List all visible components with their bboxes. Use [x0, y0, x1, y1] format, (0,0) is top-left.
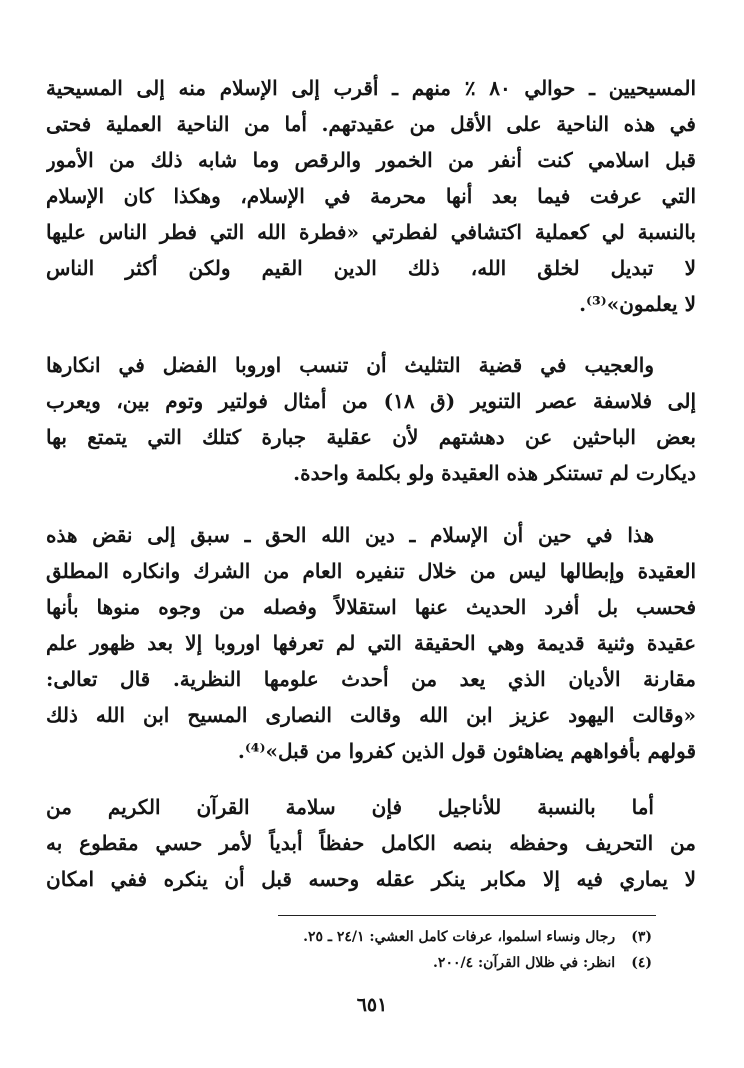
text-line: لا تبديل لخلق الله، ذلك الدين القيم ولكن أكثر الناس: [46, 256, 696, 280]
text-line: قولهم بأفواههم يضاهئون قول الذين كفروا من قبل»⁽⁴⁾.: [237, 739, 696, 763]
paragraph-1: [46, 70, 696, 322]
text-line: التي عرفت فيما بعد أنها محرمة في الإسلام، وهكذا كان الإسلام: [46, 184, 696, 208]
text-line: بالنسبة لي كعملية اكتشافي لفطرتي «فطرة الله التي فطر الناس عليها: [46, 220, 696, 244]
text-line: «وقالت اليهود عزيز ابن الله وقالت النصارى المسيح ابن الله ذلك: [46, 703, 696, 727]
text-line: ديكارت لم تستنكر هذه العقيدة ولو بكلمة واحدة.: [293, 461, 696, 485]
paragraph-4: [46, 789, 696, 897]
footnote-divider: [278, 915, 656, 916]
paragraph-2: [46, 347, 696, 491]
text-line: في هذه الناحية على الأقل من عقيدتهم. أما من الناحية العملية فحتى: [46, 112, 696, 136]
text-line: عقيدة وثنية قديمة وهي الحقيقة التي لم تعرفها اوروبا إلا بعد ظهور علم: [46, 631, 696, 655]
text-line: مقارنة الأديان الذي يعد من أحدث علومها النظرية. قال تعالى:: [46, 667, 696, 691]
footnote-text: انظر: في ظلال القرآن: ٢٠٠/٤.: [433, 955, 616, 971]
text-line: العقيدة وإبطالها ليس من خلال تنفيره العام من الشرك وانكاره المطلق: [46, 559, 696, 583]
text-line: من التحريف وحفظه بنصه الكامل حفظاً أبدياً لأمر حسي مقطوع به: [46, 831, 696, 855]
paragraph-3: [46, 517, 696, 769]
text-line: أما بالنسبة للأناجيل فإن سلامة القرآن الكريم من: [46, 795, 654, 819]
text-line: هذا في حين أن الإسلام ـ دين الله الحق ـ سبق إلى نقض هذه: [46, 523, 654, 547]
footnote-number: (٣): [631, 929, 652, 945]
footnote-text: رجال ونساء اسلموا، عرفات كامل العشي: ٢٤/١ ـ ٢٥.: [303, 929, 616, 945]
text-line: فحسب بل أفرد الحديث عنها استقلالاً وفصله من وجوه منوها بأنها: [46, 595, 696, 619]
footnote-3: [112, 924, 652, 950]
footnote-4: [112, 950, 652, 976]
footnotes: [112, 924, 652, 976]
text-line: لا يعلمون»⁽³⁾.: [579, 292, 696, 316]
text-line: لا يماري فيه إلا مكابر ينكر عقله وحسه قبل أن ينكره ففي امكان: [46, 867, 696, 891]
text-line: المسيحيين ـ حوالي ٨٠ ٪ منهم ـ أقرب إلى الإسلام منه إلى المسيحية: [46, 76, 696, 100]
text-line: إلى فلاسفة عصر التنوير (ق ١٨) من أمثال فولتير وتوم بين، ويعرب: [46, 389, 696, 413]
text-line: قبل اسلامي كنت أنفر من الخمور والرقص وما شابه ذلك من الأمور: [46, 148, 696, 172]
text-line: والعجيب في قضية التثليث أن تنسب اوروبا الفضل في انكارها: [46, 353, 654, 377]
footnote-number: (٤): [631, 955, 652, 971]
page-number: ٦٥١: [356, 994, 388, 1016]
text-line: بعض الباحثين عن دهشتهم لأن عقلية جبارة كتلك التي يتمتع بها: [46, 425, 696, 449]
